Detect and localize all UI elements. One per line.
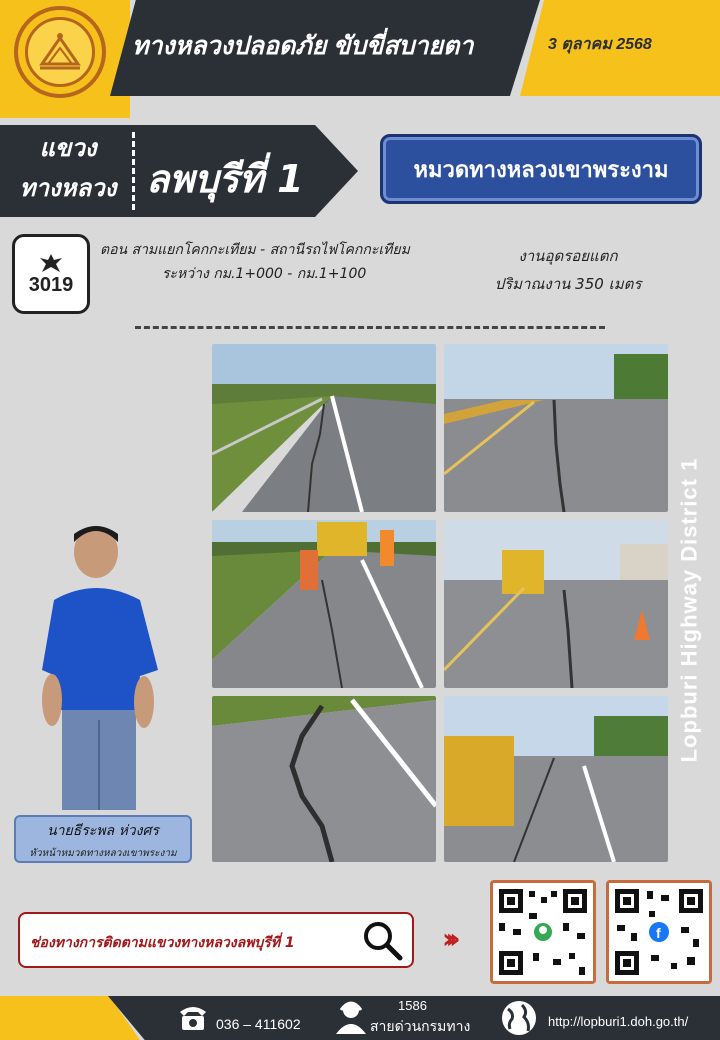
- qr-code-facebook[interactable]: [606, 880, 712, 984]
- person-name: นายธีระพล ห่วงศร: [47, 823, 159, 839]
- vertical-text: Lopburi Highway District 1: [676, 457, 702, 763]
- district-name: ลพบุรีที่ 1: [146, 157, 304, 201]
- header-title: ทางหลวงปลอดภัย ขับขี่สบายตา: [132, 32, 474, 60]
- globe-icon: [500, 999, 538, 1040]
- photo-road-crack-2: [444, 344, 668, 512]
- svg-text:f: f: [656, 925, 661, 941]
- district-label-line2: ทางหลวง: [19, 174, 117, 202]
- district-label-line1: แขวง: [39, 134, 97, 162]
- photo-workers-2: [444, 520, 668, 688]
- chevron-right-icon: ›››: [442, 922, 453, 955]
- unit-name: หมวดทางหลวงเขาพระงาม: [413, 157, 669, 183]
- person-headset-icon: [334, 998, 368, 1040]
- person-name-box: [14, 815, 192, 863]
- phone-icon: [176, 1002, 210, 1036]
- unit-name-box: [380, 134, 702, 204]
- photo-road-crack-1: [212, 344, 436, 512]
- work-quantity: ปริมาณงาน 350 เมตร: [494, 275, 642, 293]
- route-number: 3019: [28, 273, 74, 296]
- garuda-icon: [38, 252, 64, 274]
- district-label: [8, 128, 128, 208]
- route-sign: [12, 234, 90, 314]
- department-logo: [14, 6, 106, 98]
- website-link[interactable]: http://lopburi1.doh.go.th/: [548, 1014, 689, 1029]
- photo-workers-1: [212, 520, 436, 688]
- qr-code-map[interactable]: [490, 880, 596, 984]
- follow-text: ช่องทางการติดตามแขวงทางหลวงลพบุรีที่ 1: [30, 935, 295, 951]
- hotline-number: 1586: [398, 998, 427, 1013]
- hotline-label: สายด่วนกรมทาง: [370, 1018, 471, 1034]
- person-position: หัวหน้าหมวดทางหลวงเขาพระงาม: [29, 848, 177, 859]
- header-date: 3 ตุลาคม 2568: [548, 36, 652, 53]
- district-separator: [132, 132, 135, 210]
- route-section-line1: ตอน สามแยกโคกกะเทียม - สถานีรถไฟโคกกะเทียม: [100, 242, 410, 258]
- vertical-district-text: [664, 400, 714, 820]
- search-icon[interactable]: [360, 918, 404, 962]
- work-description: [468, 242, 668, 298]
- photo-road-finished: [444, 696, 668, 862]
- route-section: [100, 238, 450, 286]
- footer-phone[interactable]: 036 – 411602: [216, 1016, 301, 1032]
- photo-crack-sealed: [212, 696, 436, 862]
- person-photo: [40, 520, 180, 820]
- work-type: งานอุดรอยแตก: [518, 247, 618, 265]
- divider: [135, 326, 605, 329]
- route-section-line2: ระหว่าง กม.1+000 - กม.1+100: [162, 266, 367, 282]
- logo-emblem-icon: [36, 28, 84, 76]
